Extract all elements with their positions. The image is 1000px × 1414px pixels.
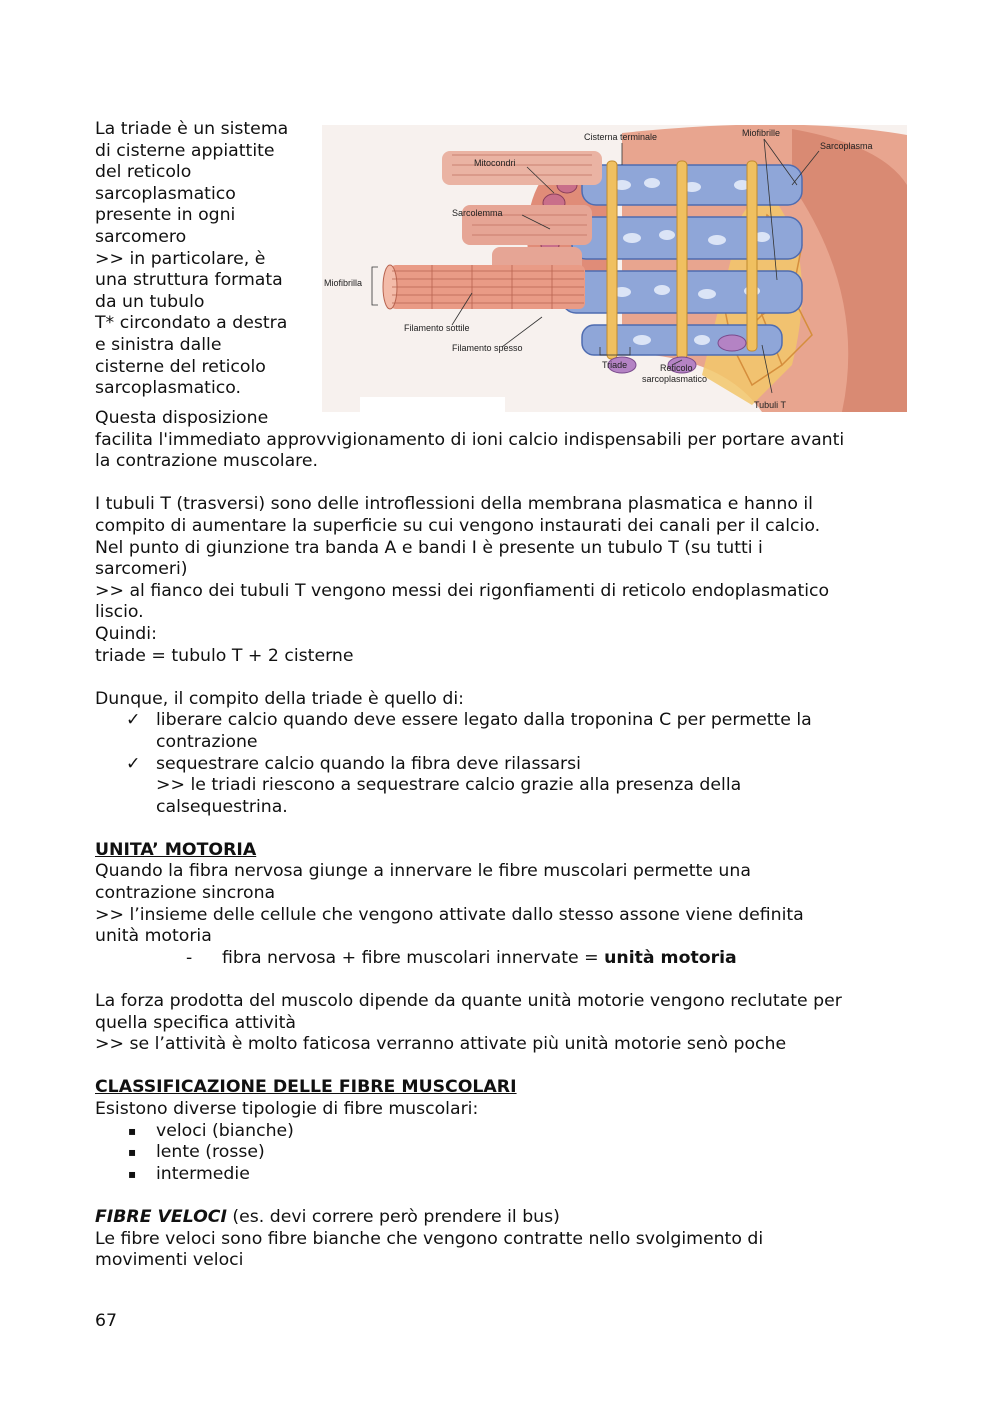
label-cisterna-terminale: Cisterna terminale [584, 132, 658, 142]
paragraph-line: Quando la fibra nervosa giunge a innervare le fibre muscolari permette una [95, 861, 751, 882]
label-tubuli-t: Tubuli T [754, 400, 787, 410]
label-sarcolemma: Sarcolemma [452, 208, 503, 218]
label-mitocondri: Mitocondri [474, 158, 516, 168]
label-reticolo-2: sarcoplasmatico [642, 374, 708, 384]
paragraph-line: >> l’insieme delle cellule che vengono attivate dallo stesso assone viene definita [95, 904, 804, 925]
paragraph-line: Le fibre veloci sono fibre bianche che vengono contratte nello svolgimento di [95, 1228, 764, 1249]
formula-term: unità motoria [604, 947, 737, 968]
section-heading: FIBRE VELOCI [95, 1206, 227, 1227]
list-item: ✓ liberare calcio quando deve essere legato dalla troponina C per permette la contrazione [126, 710, 812, 752]
paragraph-line: compito di aumentare la superficie su cui vengono instaurati dei canali per il calcio. [95, 515, 821, 536]
intro-line: da un tubulo [95, 291, 205, 312]
paragraph-line: quella specifica attività [95, 1012, 296, 1033]
paragraph-line: Dunque, il compito della triade è quello di: [95, 688, 464, 709]
fast-fibers-heading-line: FIBRE VELOCI (es. devi correre però prendere il bus) [95, 1206, 560, 1227]
muscle-fiber-illustration [322, 125, 907, 412]
square-bullet-icon: ▪ [128, 1145, 137, 1160]
motor-unit-formula: - fibra nervosa + fibre muscolari innervate = unità motoria [186, 947, 737, 968]
intro-line: di cisterne appiattite [95, 140, 275, 161]
fiber-types-list [95, 1121, 905, 1186]
dash-bullet: - [186, 947, 193, 968]
intro-column [95, 119, 320, 400]
intro-line: sarcoplasmatico. [95, 378, 242, 399]
paragraph-line: >> se l’attività è molto faticosa verranno attivate più unità motorie senò poche [95, 1034, 787, 1055]
list-item: ▪ veloci (bianche) [128, 1120, 294, 1141]
intro-line: sarcoplasmatico [95, 183, 236, 204]
paragraph-line: La forza prodotta del muscolo dipende da quante unità motorie vengono reclutate per [95, 991, 842, 1012]
checkmark-icon: ✓ [126, 710, 141, 731]
paragraph-line: Esistono diverse tipologie di fibre muscolari: [95, 1099, 479, 1119]
section-heading: UNITA’ MOTORIA [95, 839, 257, 860]
paragraph-line: contrazione sincrona [95, 883, 276, 904]
label-reticolo-1: Reticolo [660, 363, 693, 373]
list-item: ▪ intermedie [128, 1163, 250, 1184]
intro-line: del reticolo [95, 162, 192, 183]
paragraph-line: unità motoria [95, 926, 212, 947]
paragraph-line: triade = tubulo T + 2 cisterne [95, 645, 354, 666]
paragraph-line: Questa disposizione [95, 408, 269, 428]
checkmark-icon: ✓ [126, 753, 141, 774]
paragraph-line: Nel punto di giunzione tra banda A e bandi I è presente un tubulo T (su tutti i [95, 537, 763, 558]
list-item: ✓ sequestrare calcio quando la fibra deve rilassarsi >> le triadi riescono a sequestrare calcio grazie alla presenza della calsequestrina. [126, 753, 742, 817]
intro-line: presente in ogni [95, 205, 236, 226]
triad-functions-list [95, 710, 905, 818]
intro-line: La triade è un sistema [95, 119, 289, 139]
paragraph-line: facilita l'immediato approvvigionamento di ioni calcio indispensabili per portare avanti [95, 429, 845, 450]
intro-line: >> in particolare, è [95, 248, 266, 269]
paragraph-line: liscio. [95, 602, 144, 623]
square-bullet-icon: ▪ [128, 1123, 137, 1138]
paragraph-line: movimenti veloci [95, 1250, 244, 1271]
paragraph-line: >> al fianco dei tubuli T vengono messi dei rigonfiamenti di reticolo endoplasmatico [95, 580, 830, 601]
paragraph-line: sarcomeri) [95, 559, 188, 580]
intro-line: una struttura formata [95, 270, 283, 291]
intro-line: e sinistra dalle [95, 334, 222, 355]
label-filamento-sottile: Filamento sottile [404, 323, 470, 333]
square-bullet-icon: ▪ [128, 1166, 137, 1181]
paragraph-line: la contrazione muscolare. [95, 451, 319, 472]
label-miofibrille: Miofibrille [742, 128, 781, 138]
intro-line: sarcomero [95, 226, 187, 247]
intro-line: cisterne del reticolo [95, 356, 266, 377]
section-heading: CLASSIFICAZIONE DELLE FIBRE MUSCOLARI [95, 1077, 517, 1098]
intro-line: T* circondato a destra [95, 313, 288, 334]
label-filamento-spesso: Filamento spesso [452, 343, 523, 353]
page-number: 67 [95, 1311, 117, 1331]
label-sarcoplasma: Sarcoplasma [820, 141, 873, 151]
paragraph-line: I tubuli T (trasversi) sono delle introflessioni della membrana plasmatica e hanno il [95, 494, 813, 515]
paragraph-line: Quindi: [95, 623, 157, 644]
list-item: ▪ lente (rosse) [128, 1142, 265, 1163]
label-triade: Triade [602, 360, 628, 370]
label-miofibrilla: Miofibrilla [324, 278, 363, 288]
main-text [95, 408, 905, 1272]
